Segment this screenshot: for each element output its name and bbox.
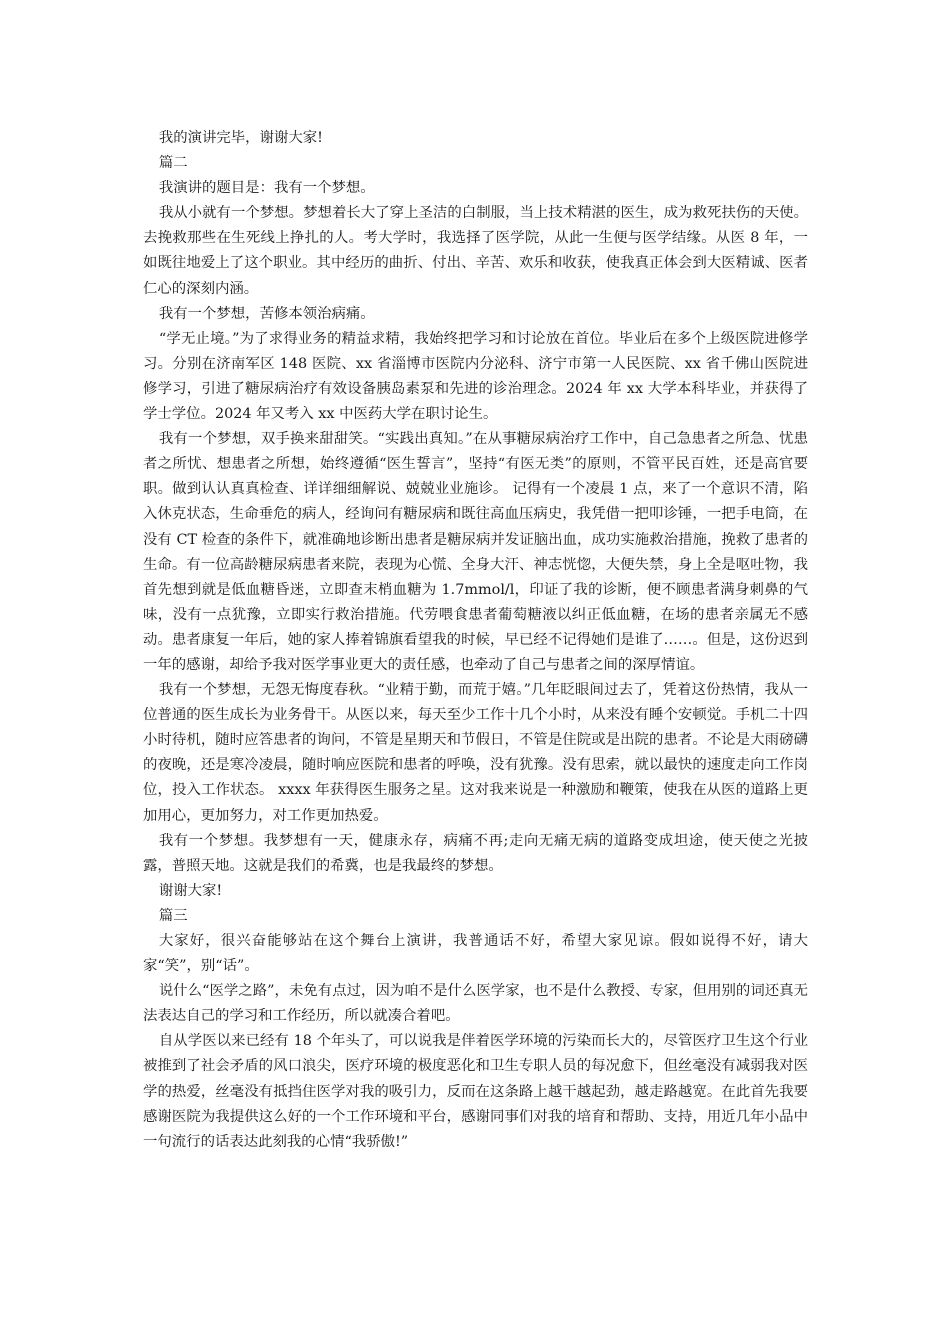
- paragraph-speech-topic: 我演讲的题目是：我有一个梦想。: [158, 180, 375, 197]
- paragraph: 大家好，很兴奋能够站在这个舞台上演讲，我普通话不好，希望大家见谅。假如说得不好，请大家“笑”，别“话”。: [143, 933, 808, 975]
- paragraph: 我有一个梦想。我梦想有一天，健康永存，病痛不再;走向无痛无病的道路变成坦途，使天使之光披露，普照天地。这就是我们的希冀，也是我最终的梦想。: [143, 832, 808, 874]
- paragraph: 我从小就有一个梦想。梦想着长大了穿上圣洁的白制服，当上技术精湛的医生，成为救死扶伤的天使。去挽救那些在生死线上挣扎的人。考大学时，我选择了医学院，从此一生便与医学结缘。从医 8 年，一如既往地爱上了这个职业。其中经历的曲折、付出、辛苦、欢乐和收获，使我真正体会到大医精诚、医者仁心的深刻内涵。: [143, 205, 808, 297]
- paragraph-thanks: 谢谢大家!: [158, 882, 223, 899]
- paragraph: 我有一个梦想，双手换来甜甜笑。“实践出真知。”在从事糖尿病治疗工作中，自己急患者之所急、忧患者之所忧、想患者之所想，始终遵循“医生誓言”，坚持“有医无类”的原则，不管平民百姓，还是高官要职。做到认认真真检查、详详细细解说、兢兢业业施诊。 记得有一个凌晨 1 点，来了一个意识不清，陷入休克状态，生命垂危的病人，经询问有糖尿病和既往高血压病史，我凭借一把叩诊锤，一把手电筒，在没有 CT 检查的条件下，就准确地诊断出患者是糖尿病并发证脑出血，成功实施救治措施，挽救了患者的生命。有一位高龄糖尿病患者来院，表现为心慌、全身大汗、神志恍惚，大便失禁，身上全是呕吐物，我首先想到就是低血糖昏迷，立即查末梢血糖为 1.7mmol/l，印证了我的诊断，便不顾患者满身刺鼻的气味，没有一点犹豫，立即实行救治措施。代劳喂食患者葡萄糖液以纠正低血糖，在场的患者亲属无不感动。患者康复一年后，她的家人捧着锦旗看望我的时候，早已经不记得她们是谁了……。但是，这份迟到一年的感谢，却给予我对医学事业更大的责任感，也牵动了自己与患者之间的深厚情谊。: [143, 431, 808, 673]
- paragraph: 自从学医以来已经有 18 个年头了，可以说我是伴着医学环境的污染而长大的，尽管医疗卫生这个行业被推到了社会矛盾的风口浪尖，医疗环境的极度恶化和卫生专职人员的每况愈下，但丝毫没有减弱我对医学的热爱，丝毫没有抵挡住医学对我的吸引力，反而在这条路上越干越起劲，越走路越宽。在此首先我要感谢医院为我提供这么好的一个工作环境和平台，感谢同事们对我的培育和帮助、支持，用近几年小品中一句流行的话表达此刻我的心情“我骄傲!”: [143, 1033, 808, 1150]
- document-body: [143, 126, 808, 1155]
- paragraph: “学无止境。”为了求得业务的精益求精，我始终把学习和讨论放在首位。毕业后在多个上级医院进修学习。分别在济南军区 148 医院、xx 省淄博市医院内分泌科、济宁市第一人民医院、xx 省千佛山医院进修学习，引进了糖尿病治疗有效设备胰岛素泵和先进的诊治理念。2024 年 xx 大学本科毕业，并获得了学士学位。2024 年又考入 xx 中医药大学在职讨论生。: [143, 330, 808, 423]
- section-heading-part-three: 篇三: [158, 907, 188, 924]
- paragraph: 说什么“医学之路”，未免有点过，因为咱不是什么医学家，也不是什么教授、专家，但用别的词还真无法表达自己的学习和工作经历，所以就凑合着吧。: [143, 983, 808, 1025]
- section-heading-part-two: 篇二: [158, 155, 188, 172]
- paragraph-dream-heading: 我有一个梦想，苦修本领治病痛。: [158, 305, 375, 322]
- paragraph-closing-thanks: 我的演讲完毕，谢谢大家!: [158, 130, 323, 146]
- paragraph: 我有一个梦想，无怨无悔度春秋。“业精于勤，而荒于嬉。”几年眨眼间过去了，凭着这份热情，我从一位普通的医生成长为业务骨干。从医以来，每天至少工作十几个小时，从来没有睡个安顿觉。手机二十四小时待机，随时应答患者的询问，不管是星期天和节假日，不管是住院或是出院的患者。不论是大雨磅礴的夜晚，还是寒冷凌晨，随时响应医院和患者的呼唤，没有犹豫。没有思索，就以最快的速度走向工作岗位，投入工作状态。 xxxx 年获得医生服务之星。这对我来说是一种激励和鞭策，使我在从医的道路上更加用心，更加努力，对工作更加热爱。: [143, 682, 808, 824]
